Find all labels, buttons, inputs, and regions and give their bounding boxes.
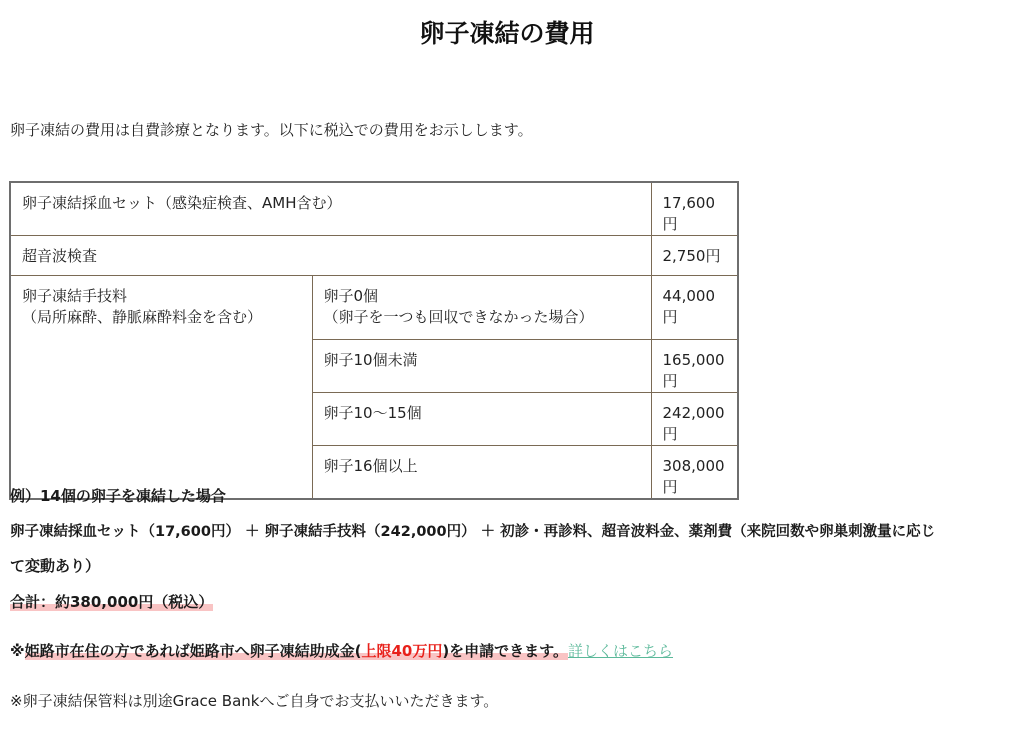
fee-item: 超音波検査 (10, 236, 651, 276)
subsidy-prefix: ※ (10, 642, 25, 660)
example-formula-line1: 卵子凍結採血セット（17,600円） ＋ 卵子凍結手技料（242,000円） ＋ 初診・再診料、超音波料金、薬剤費（来院回数や卵巣刺激量に応じ (10, 524, 936, 540)
procedure-label (10, 276, 312, 500)
procedure-label-line2: （局所麻酔、静脈麻酔料金を含む） (22, 308, 263, 326)
example-total-text: 合計：約380,000円（税込） (10, 593, 214, 611)
example-total (10, 591, 213, 612)
subsidy-limit: 上限40万円 (361, 642, 443, 660)
tier-item (312, 276, 651, 340)
subsidy-text-before: 姫路市在住の方であれば姫路市へ卵子凍結助成金( (24, 642, 362, 660)
details-link[interactable]: 詳しくはこちら (568, 642, 674, 660)
example-formula-line2: て変動あり） (10, 557, 101, 575)
storage-note: ※卵子凍結保管料は別途Grace Bankへご自身でお支払いいただきます。 (10, 692, 499, 710)
example-heading: 例）14個の卵子を凍結した場合 (10, 487, 226, 505)
tier-sublabel: （卵子を一つも回収できなかった場合） (323, 308, 594, 326)
table-row (10, 182, 738, 236)
tier-item: 卵子10個未満 (312, 340, 651, 393)
tier-label: 卵子0個 (323, 287, 379, 305)
page-title: 卵子凍結の費用 (419, 19, 595, 48)
tier-price: 44,000円 (651, 276, 738, 340)
tier-item: 卵子10～15個 (312, 393, 651, 446)
fee-table (9, 181, 739, 500)
subsidy-text-after: )を申請できます。 (442, 642, 568, 660)
fee-price: 2,750円 (651, 236, 738, 276)
table-row (10, 236, 738, 276)
intro-text: 卵子凍結の費用は自費診療となります。以下に税込での費用をお示しします。 (10, 121, 533, 139)
subsidy-highlight (25, 642, 568, 660)
tier-price: 242,000円 (651, 393, 738, 446)
procedure-label-line1: 卵子凍結手技料 (22, 287, 128, 305)
tier-price: 165,000円 (651, 340, 738, 393)
fee-price: 17,600円 (651, 182, 738, 236)
table-row (10, 276, 738, 340)
tier-price: 308,000円 (651, 446, 738, 500)
subsidy-note (10, 640, 673, 661)
fee-item: 卵子凍結採血セット（感染症検査、AMH含む） (10, 182, 651, 236)
tier-item: 卵子16個以上 (312, 446, 651, 500)
